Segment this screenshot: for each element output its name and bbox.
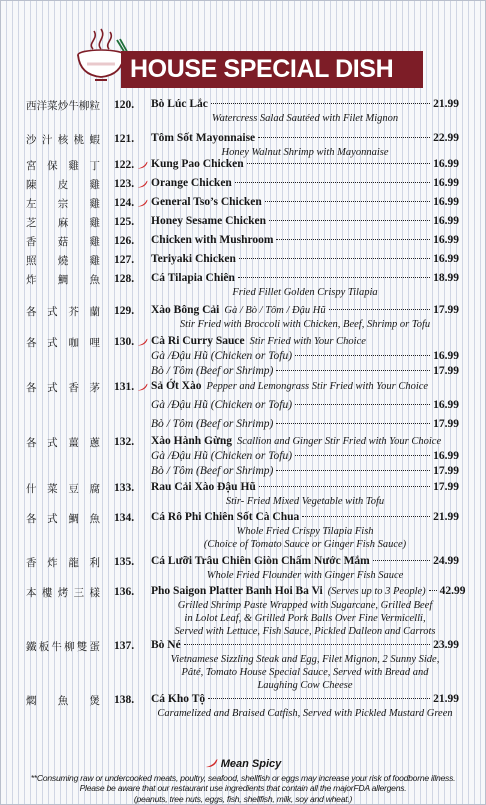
item-body bbox=[151, 480, 459, 508]
dot-leader bbox=[373, 560, 430, 561]
item-description: Caramelized and Braised Catfish, Served with Pickled Mustard Green bbox=[157, 708, 453, 719]
item-description: Grilled Shrimp Paste Wrapped with Sugarcane, Grilled Beef bbox=[177, 600, 433, 611]
item-body bbox=[151, 303, 459, 331]
variant-label: Gà /Đậu Hũ (Chicken or Tofu) bbox=[151, 450, 293, 462]
item-name: Cá Tilapia Chiên bbox=[151, 272, 235, 284]
dot-leader bbox=[295, 404, 430, 405]
item-name-line bbox=[151, 195, 459, 210]
item-inline-description: Stir Fried with Your Choice bbox=[249, 336, 366, 347]
item-name: Cà Ri Curry Sauce bbox=[151, 335, 245, 347]
chili-pepper-icon bbox=[137, 179, 148, 189]
dot-leader bbox=[276, 370, 430, 371]
variant-line bbox=[151, 349, 459, 364]
spicy-legend bbox=[0, 758, 486, 770]
item-price: 16.99 bbox=[433, 234, 459, 246]
item-number: 126. bbox=[114, 235, 135, 247]
menu-item bbox=[0, 692, 486, 720]
item-number: 120. bbox=[114, 99, 135, 111]
item-name: Teriyaki Chicken bbox=[151, 253, 236, 265]
item-name-line bbox=[151, 157, 459, 172]
item-description: Stir Fried with Broccoli with Chicken, Beef, Shrimp or Tofu bbox=[179, 319, 431, 330]
item-number: 132. bbox=[114, 436, 135, 448]
item-number: 137. bbox=[114, 640, 135, 652]
variant-price: 17.99 bbox=[433, 418, 459, 430]
variant-line bbox=[151, 364, 459, 379]
dot-leader bbox=[184, 644, 430, 645]
page-title: HOUSE SPECIAL DISH bbox=[130, 55, 394, 83]
item-price: 16.99 bbox=[433, 215, 459, 227]
item-body bbox=[151, 510, 459, 551]
item-number: 131. bbox=[114, 381, 135, 393]
variant-price: 16.99 bbox=[433, 399, 459, 411]
item-description: Watercress Salad Sautéed with Filet Mignon bbox=[211, 113, 399, 124]
item-name-line bbox=[151, 554, 459, 569]
item-description: Whole Fried Flounder with Ginger Fish Sauce bbox=[206, 570, 404, 581]
variant-label: Bò / Tôm (Beef or Shrimp) bbox=[151, 365, 274, 377]
item-name: Xào Hành Gừng bbox=[151, 435, 233, 447]
chinese-name: 本樓烤三樣 bbox=[26, 587, 100, 599]
variant-line bbox=[151, 398, 459, 413]
dot-leader bbox=[295, 455, 430, 456]
item-name: General Tso’s Chicken bbox=[151, 196, 262, 208]
chili-pepper-icon bbox=[137, 198, 148, 208]
dot-leader bbox=[235, 182, 430, 183]
chinese-name: 西洋菜炒牛柳粒 bbox=[26, 100, 100, 112]
item-number: 133. bbox=[114, 482, 135, 494]
item-name: Bò Lúc Lắc bbox=[151, 98, 208, 110]
dot-leader bbox=[302, 516, 430, 517]
menu-item bbox=[0, 271, 486, 299]
dot-leader bbox=[429, 590, 437, 591]
item-name: Pho Saigon Platter Banh Hoi Ba Vi bbox=[151, 585, 323, 597]
menu-item bbox=[0, 131, 486, 159]
item-name-line bbox=[151, 214, 459, 229]
item-description: Fried Fillet Golden Crispy Tilapia bbox=[232, 287, 378, 298]
variant-price: 16.99 bbox=[433, 450, 459, 462]
variant-price: 16.99 bbox=[433, 350, 459, 362]
item-price: 24.99 bbox=[433, 555, 459, 567]
item-name-line bbox=[151, 638, 459, 653]
item-description: in Lolot Leaf, & Grilled Pork Balls Over Fine Vermicelli, bbox=[184, 613, 426, 624]
item-body bbox=[151, 131, 459, 159]
item-number: 130. bbox=[114, 336, 135, 348]
chinese-name: 各式鯛魚 bbox=[26, 513, 100, 525]
item-name: Rau Cải Xào Đậu Hũ bbox=[151, 481, 256, 493]
item-name-line bbox=[151, 252, 459, 267]
chinese-name: 芝麻雞 bbox=[26, 217, 100, 229]
item-body bbox=[151, 334, 459, 379]
item-inline-description: (Serves up to 3 People) bbox=[327, 586, 426, 597]
item-body bbox=[151, 271, 459, 299]
item-name-line bbox=[151, 271, 459, 286]
item-name: Sả Ớt Xào bbox=[151, 380, 202, 392]
item-name-line bbox=[151, 584, 466, 599]
item-name: Orange Chicken bbox=[151, 177, 232, 189]
menu-item bbox=[0, 252, 486, 267]
dot-leader bbox=[238, 277, 430, 278]
item-price: 21.99 bbox=[433, 511, 459, 523]
dot-leader bbox=[247, 163, 430, 164]
dot-leader bbox=[239, 258, 430, 259]
dot-leader bbox=[259, 486, 430, 487]
chili-pepper-icon bbox=[137, 337, 148, 347]
menu-item bbox=[0, 434, 486, 479]
dot-leader bbox=[276, 239, 430, 240]
item-number: 125. bbox=[114, 216, 135, 228]
item-inline-description: Scallion and Ginger Stir Fried with Your Choice bbox=[237, 436, 442, 447]
item-price: 23.99 bbox=[433, 639, 459, 651]
item-name: Tôm Sốt Mayonnaise bbox=[151, 132, 256, 144]
item-name-line bbox=[151, 97, 459, 112]
item-body bbox=[151, 554, 459, 582]
variant-line bbox=[151, 464, 459, 479]
item-price: 18.99 bbox=[433, 272, 459, 284]
menu-item bbox=[0, 214, 486, 229]
menu-item bbox=[0, 334, 486, 379]
item-description: Honey Walnut Shrimp with Mayonnaise bbox=[221, 147, 389, 158]
item-body bbox=[151, 157, 459, 172]
chinese-name: 各式芥蘭 bbox=[26, 306, 100, 318]
item-name-line bbox=[151, 434, 459, 449]
variant-price: 17.99 bbox=[433, 465, 459, 477]
dot-leader bbox=[269, 220, 430, 221]
item-number: 134. bbox=[114, 512, 135, 524]
item-price: 42.99 bbox=[439, 585, 466, 597]
item-name: Cá Lưỡi Trâu Chiên Giòn Chấm Nước Mắm bbox=[151, 555, 370, 567]
item-name-line bbox=[151, 303, 459, 318]
chinese-name: 香炸龍利 bbox=[26, 557, 100, 569]
chili-pepper-icon bbox=[205, 758, 218, 768]
item-price: 17.99 bbox=[433, 304, 459, 316]
menu-item bbox=[0, 157, 486, 172]
item-number: 128. bbox=[114, 273, 135, 285]
item-price: 22.99 bbox=[433, 132, 459, 144]
menu-item bbox=[0, 480, 486, 508]
item-name-line bbox=[151, 480, 459, 495]
item-name-line bbox=[151, 692, 459, 707]
item-name: Cá Kho Tộ bbox=[151, 693, 206, 705]
footnote-line: Please be aware that our restaurant use ingredients that contain all the majorFDA allergens. bbox=[79, 783, 407, 794]
variant-label: Gà /Đậu Hũ (Chicken or Tofu) bbox=[151, 350, 293, 362]
legend-label: Mean Spicy bbox=[220, 758, 282, 770]
allergen-footnote bbox=[10, 773, 476, 804]
chinese-name: 香菇雞 bbox=[26, 236, 100, 248]
menu-item bbox=[0, 97, 486, 125]
item-body bbox=[151, 638, 459, 692]
variant-label: Bò / Tôm (Beef or Shrimp) bbox=[151, 465, 274, 477]
item-name-line bbox=[151, 176, 459, 191]
item-number: 122. bbox=[114, 159, 135, 171]
item-number: 121. bbox=[114, 133, 135, 145]
dot-leader bbox=[258, 137, 430, 138]
menu-item bbox=[0, 510, 486, 551]
item-number: 129. bbox=[114, 305, 135, 317]
item-body bbox=[151, 176, 459, 191]
item-name: Chicken with Mushroom bbox=[151, 234, 274, 246]
item-name: Honey Sesame Chicken bbox=[151, 215, 266, 227]
item-price: 21.99 bbox=[433, 693, 459, 705]
dot-leader bbox=[265, 201, 430, 202]
item-price: 16.99 bbox=[433, 158, 459, 170]
item-name-line bbox=[151, 233, 459, 248]
item-body bbox=[151, 379, 459, 432]
item-name: Cá Rô Phi Chiên Sốt Cà Chua bbox=[151, 511, 300, 523]
dot-leader bbox=[276, 470, 430, 471]
variant-line bbox=[151, 449, 459, 464]
item-price: 16.99 bbox=[433, 253, 459, 265]
item-number: 136. bbox=[114, 586, 135, 598]
item-description: Whole Fried Crispy Tilapia Fish bbox=[236, 526, 374, 537]
item-description: Pâté, Tomato House Special Sauce, Served with Bread and bbox=[181, 667, 429, 678]
footnote-line: **Consuming raw or undercooked meats, poultry, seafood, shellfish or eggs may increase your risk of foodborne illness. bbox=[30, 773, 456, 783]
item-description: Vietnamese Sizzling Steak and Egg, Filet Mignon, 2 Sunny Side, bbox=[170, 654, 440, 665]
dot-leader bbox=[211, 103, 430, 104]
menu-item bbox=[0, 638, 486, 692]
dot-leader bbox=[295, 355, 430, 356]
title-banner bbox=[121, 51, 423, 88]
item-price: 16.99 bbox=[433, 177, 459, 189]
menu-item bbox=[0, 303, 486, 331]
chili-pepper-icon bbox=[137, 160, 148, 170]
item-body bbox=[151, 434, 459, 479]
chinese-name: 各式薑蔥 bbox=[26, 437, 100, 449]
variant-label: Bò / Tôm (Beef or Shrimp) bbox=[151, 418, 274, 430]
footnote-line: (peanuts, tree nuts, eggs, fish, shellfish, milk, soy and wheat.) bbox=[133, 793, 353, 804]
menu-item bbox=[0, 584, 486, 638]
chinese-name: 各式香茅 bbox=[26, 382, 100, 394]
chili-pepper-icon bbox=[137, 382, 148, 392]
item-price: 21.99 bbox=[433, 98, 459, 110]
chinese-name: 什菜豆腐 bbox=[26, 483, 100, 495]
menu-item bbox=[0, 195, 486, 210]
item-description: Laughing Cow Cheese bbox=[257, 680, 353, 691]
item-name-line bbox=[151, 379, 459, 394]
item-body bbox=[151, 195, 459, 210]
chinese-name: 炸鯛魚 bbox=[26, 274, 100, 286]
dot-leader bbox=[208, 698, 430, 699]
item-name-line bbox=[151, 334, 459, 349]
variant-label: Gà /Đậu Hũ (Chicken or Tofu) bbox=[151, 399, 293, 411]
item-body bbox=[151, 233, 459, 248]
item-description: Stir- Fried Mixed Vegetable with Tofu bbox=[225, 496, 385, 507]
dot-leader bbox=[276, 423, 430, 424]
chinese-name: 燜魚煲 bbox=[26, 695, 100, 707]
item-body bbox=[151, 692, 459, 720]
item-name-line bbox=[151, 510, 459, 525]
variant-line bbox=[151, 417, 459, 432]
item-name: Bò Né bbox=[151, 639, 181, 651]
item-number: 127. bbox=[114, 254, 135, 266]
item-price: 16.99 bbox=[433, 196, 459, 208]
menu-item bbox=[0, 176, 486, 191]
chinese-name: 宮保雞丁 bbox=[26, 160, 100, 172]
chinese-name: 陳皮雞 bbox=[26, 179, 100, 191]
item-inline-description: Gà / Bò / Tôm / Đậu Hũ bbox=[224, 305, 326, 316]
chinese-name: 各式咖哩 bbox=[26, 337, 100, 349]
item-number: 124. bbox=[114, 197, 135, 209]
item-price: 17.99 bbox=[433, 481, 459, 493]
item-name: Xào Bông Cải bbox=[151, 304, 220, 316]
variant-price: 17.99 bbox=[433, 365, 459, 377]
menu-item bbox=[0, 233, 486, 248]
item-description: (Choice of Tomato Sauce or Ginger Fish Sauce) bbox=[203, 539, 407, 550]
menu-item bbox=[0, 379, 486, 432]
item-number: 135. bbox=[114, 556, 135, 568]
item-inline-description: Pepper and Lemongrass Stir Fried with Your Choice bbox=[206, 381, 429, 392]
item-body bbox=[151, 214, 459, 229]
item-body bbox=[151, 584, 466, 638]
item-name-line bbox=[151, 131, 459, 146]
dot-leader bbox=[329, 309, 431, 310]
item-description: Served with Lettuce, Fish Sauce, Pickled Dalleon and Carrots bbox=[174, 626, 436, 637]
menu-item bbox=[0, 554, 486, 582]
chinese-name: 左宗雞 bbox=[26, 198, 100, 210]
chinese-name: 照燒雞 bbox=[26, 255, 100, 267]
item-body bbox=[151, 252, 459, 267]
item-name: Kung Pao Chicken bbox=[151, 158, 244, 170]
item-number: 123. bbox=[114, 178, 135, 190]
item-body bbox=[151, 97, 459, 125]
chinese-name: 沙汁核桃蝦 bbox=[26, 134, 100, 146]
item-number: 138. bbox=[114, 694, 135, 706]
chinese-name: 鐵板牛柳雙蛋 bbox=[26, 641, 100, 653]
